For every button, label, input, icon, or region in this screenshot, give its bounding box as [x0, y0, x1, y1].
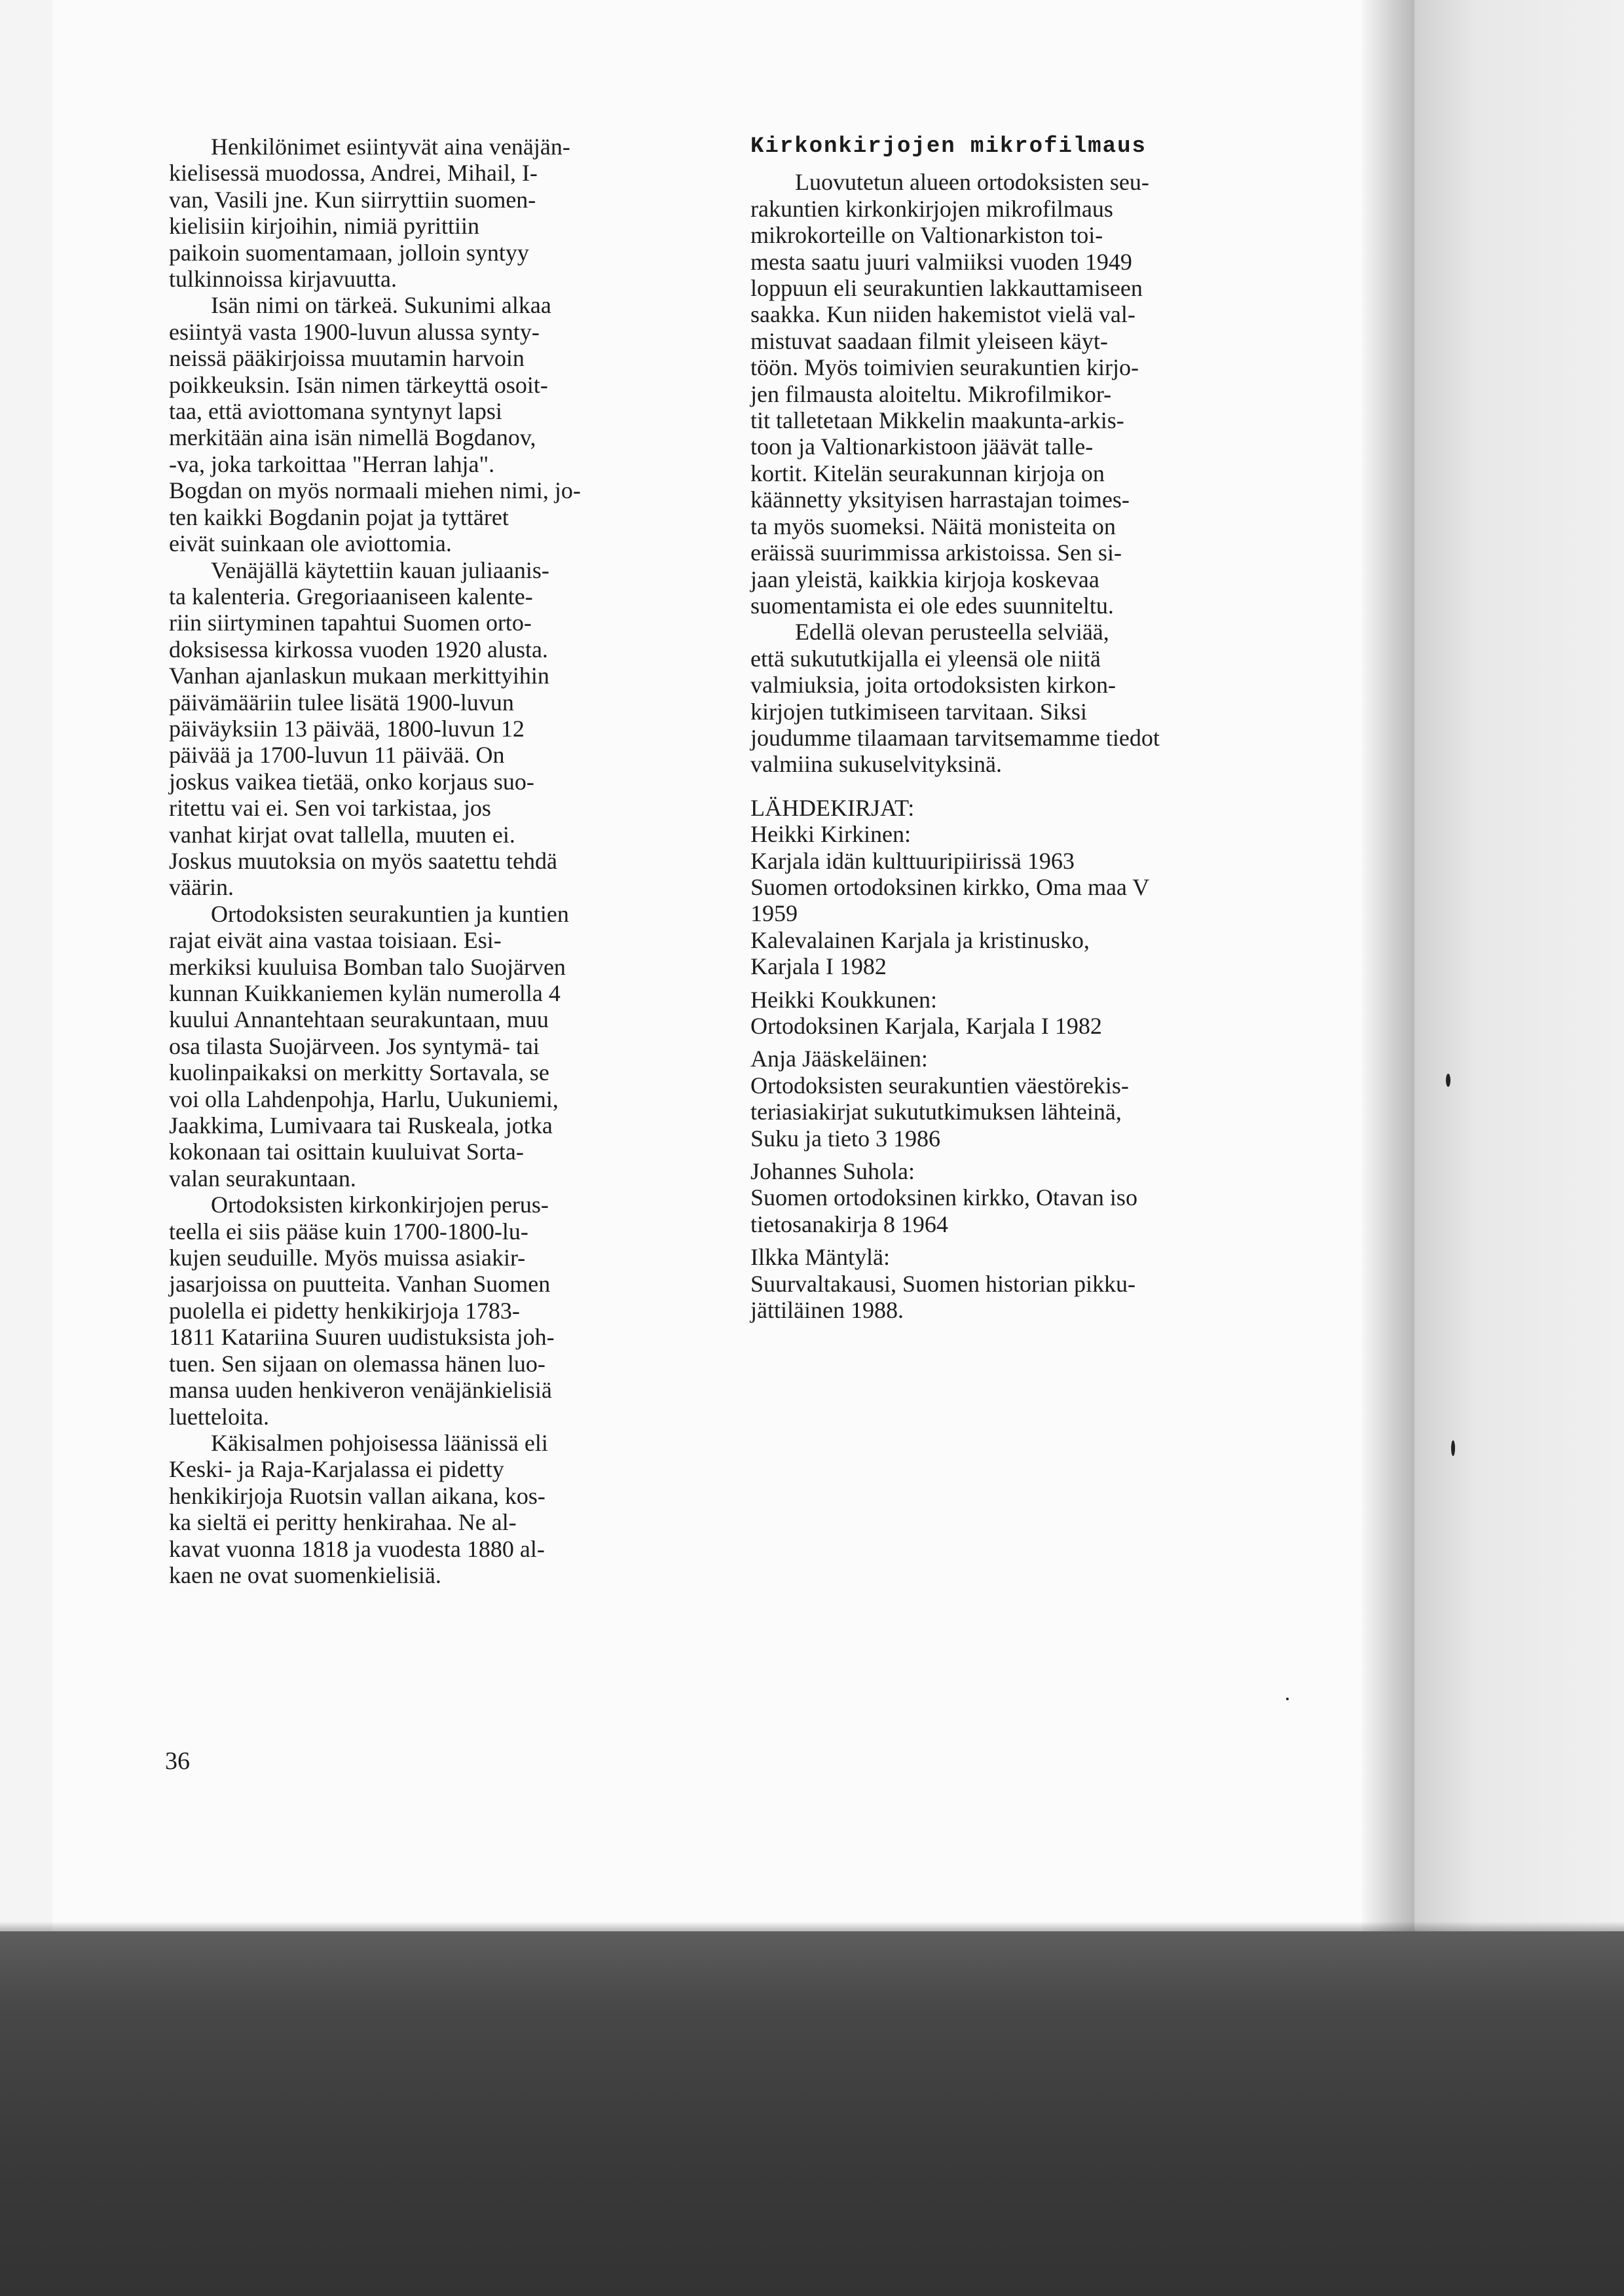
reference-works: Ortodoksinen Karjala, Karjala I 1982 — [750, 1013, 1102, 1039]
reference-author: Heikki Koukkunen: — [750, 986, 937, 1013]
facing-page-edge — [1414, 0, 1624, 1931]
reference-works: Suurvaltakausi, Suomen historian pikku- jättiläinen 1988. — [750, 1270, 1135, 1324]
body-paragraph: Edellä olevan perusteella selviää, että sukututkijalla ei yleensä ole niitä valmiuksia, joita ortodoksisten kirkon- kirjojen tutkimiseen tarvitaan. Siksi joudumme tilaamaan tarvitsemamme tiedot valmiina sukuselvityksinä. — [750, 619, 1160, 778]
references-title: LÄHDEKIRJAT: — [750, 794, 915, 821]
reference-works: Ortodoksisten seurakuntien väestörekis- teriasiakirjat sukututkimuksen lähteinä, Suku ja tieto 3 1986 — [750, 1072, 1129, 1152]
reference-entry — [750, 821, 1307, 979]
reference-author: Heikki Kirkinen: — [750, 821, 911, 848]
reference-entry — [750, 987, 1307, 1040]
reference-works: Suomen ortodoksinen kirkko, Otavan iso tietosanakirja 8 1964 — [750, 1184, 1137, 1237]
left-text-column — [169, 134, 719, 1588]
reference-entry — [750, 1046, 1307, 1152]
scan-speck — [1286, 1698, 1289, 1700]
reference-entry — [750, 1244, 1307, 1323]
body-paragraph: Ortodoksisten seurakuntien ja kuntien rajat eivät aina vastaa toisiaan. Esi- merkiksi kuuluisa Bomban talo Suojärven kunnan Kuikkaniemen kylän numerolla 4 kuului Annantehtaan seurakuntaan, muu osa tilasta Suojärveen. Jos syntymä- tai kuolinpaikaksi on merkitty Sortavala, se voi olla Lahdenpohja, Harlu, Uukuniemi, Jaakkima, Lumivaara tai Ruskeala, jotka kokonaan tai osittain kuuluivat Sorta- valan seurakuntaan. — [169, 900, 569, 1192]
reference-author: Ilkka Mäntylä: — [750, 1244, 890, 1271]
reference-author: Johannes Suhola: — [750, 1158, 915, 1185]
page-number: 36 — [165, 1747, 190, 1775]
body-paragraph: Käkisalmen pohjoisessa läänissä eli Keski- ja Raja-Karjalassa ei pidetty henkikirjoja Ruotsin vallan aikana, kos- ka sieltä ei peritty henkirahaa. Ne al- kavat vuonna 1818 ja vuodesta 1880 al- kaen ne ovat suomenkielisiä. — [169, 1429, 548, 1588]
body-paragraph: Luovutetun alueen ortodoksisten seu- rakuntien kirkonkirjojen mikrofilmaus mikrokorteille on Valtionarkiston toi- mesta saatu juuri valmiiksi vuoden 1949 loppuun eli seurakuntien lakkauttamiseen saakka. Kun niiden hakemistot vielä val- mistuvat saadaan filmit yleiseen käyt- töön. Myös toimivien seurakuntien kirjo- jen filmausta aloiteltu. Mikrofilmikor- tit talletetaan Mikkelin maakunta-arkis- toon ja Valtionarkistoon jäävät talle- kortit. Kitelän seurakunnan kirjoja on käännetty yksityisen harrastajan toimes- ta myös suomeksi. Näitä monisteita on eräissä suurimmissa arkistoissa. Sen si- jaan yleistä, kaikkia kirjoja koskevaa suomentamista ei ole edes suunniteltu. — [750, 169, 1149, 619]
reference-entry — [750, 1158, 1307, 1237]
section-heading: Kirkonkirjojen mikrofilmaus — [750, 134, 1147, 159]
page-gutter-shadow — [1362, 0, 1414, 1931]
body-paragraph: Venäjällä käytettiin kauan juliaanis- ta kalenteria. Gregoriaaniseen kalente- riin siirtyminen tapahtui Suomen orto- doksisessa kirkossa vuoden 1920 alusta. Vanhan ajanlaskun mukaan merkittyihin päivämääriin tulee lisätä 1900-luvun päiväyksiin 13 päivää, 1800-luvun 12 päivää ja 1700-luvun 11 päivää. On joskus vaikea tietää, onko korjaus suo- ritettu vai ei. Sen voi tarkistaa, jos vanhat kirjat ovat tallella, muuten ei. Joskus muutoksia on myös saatettu tehdä väärin. — [169, 556, 557, 901]
body-paragraph: Isän nimi on tärkeä. Sukunimi alkaa esiintyä vasta 1900-luvun alussa synty- neissä pääkirjoissa muutamin harvoin poikkeuksin. Isän nimen tärkeyttä osoit- taa, että aviottomana syntynyt lapsi merkitään aina isän nimellä Bogdanov, -va, joka tarkoittaa "Herran lahja". Bogdan on myös normaali miehen nimi, jo- ten kaikki Bogdanin pojat ja tyttäret eivät suinkaan ole aviottomia. — [169, 292, 581, 557]
scan-speck — [1451, 1440, 1455, 1456]
right-text-column — [750, 134, 1307, 1323]
scanner-bed-background — [0, 1931, 1624, 2296]
reference-works: Karjala idän kulttuuripiirissä 1963 Suomen ortodoksinen kirkko, Oma maa V 1959 Kalevalainen Karjala ja kristinusko, Karjala I 1982 — [750, 847, 1150, 980]
body-paragraph: Ortodoksisten kirkonkirjojen perus- teella ei siis pääse kuin 1700-1800-lu- kujen seuduille. Myös muissa asiakir- jasarjoissa on puutteita. Vanhan Suomen puolella ei pidetty henkikirjoja 1783- 1811 Katariina Suuren uudistuksista joh- tuen. Sen sijaan on olemassa hänen luo- mansa uuden henkiveron venäjänkielisiä luetteloita. — [169, 1192, 555, 1430]
reference-author: Anja Jääskeläinen: — [750, 1046, 928, 1072]
body-paragraph: Henkilönimet esiintyvät aina venäjän- kielisessä muodossa, Andrei, Mihail, I- van, Vasili jne. Kun siirryttiin suomen- kielisiin kirjoihin, nimiä pyrittiin paikoin suomentamaan, jolloin syntyy tulkinnoissa kirjavuutta. — [169, 134, 570, 293]
scan-speck — [1446, 1074, 1450, 1087]
